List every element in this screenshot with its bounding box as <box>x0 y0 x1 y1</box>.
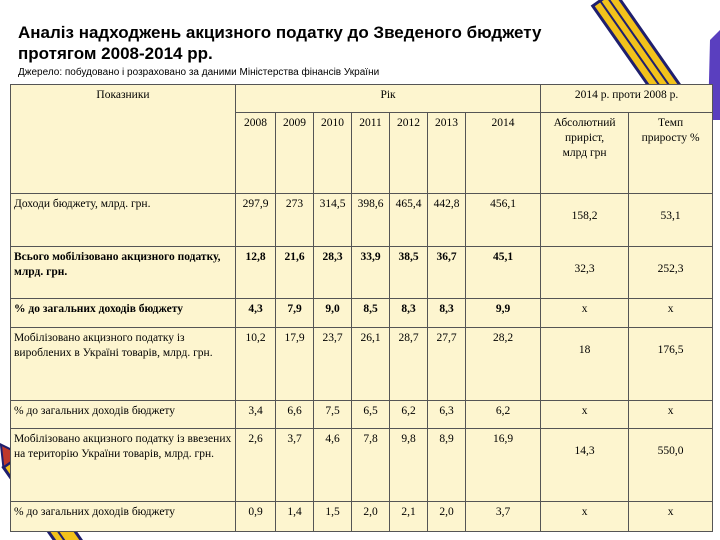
cell-value: 6,3 <box>428 400 466 428</box>
rate-value: х <box>667 505 674 518</box>
cell-value: 6,2 <box>390 400 428 428</box>
cell-growth-rate <box>629 327 713 400</box>
cell-value: 456,1 <box>466 194 541 247</box>
rate-value: 176,5 <box>657 343 684 356</box>
cell-growth-rate <box>629 299 713 327</box>
cell-value: 2,0 <box>352 501 390 531</box>
cell-value: 38,5 <box>390 246 428 299</box>
cell-value: 3,4 <box>236 400 276 428</box>
cell-growth-rate <box>629 400 713 428</box>
cell-value: 8,5 <box>352 299 390 327</box>
page-title: Аналіз надходжень акцизного податку до Зведеного бюджету протягом 2008-2014 рр. <box>18 23 542 63</box>
row-label: % до загальних доходів бюджету <box>11 501 236 531</box>
cell-absolute-growth <box>541 194 629 247</box>
cell-value: 23,7 <box>314 327 352 400</box>
header-rate-line2: приросту % <box>641 132 700 145</box>
cell-absolute-growth <box>541 299 629 327</box>
rate-value: 252,3 <box>657 262 684 275</box>
cell-value: 6,2 <box>466 400 541 428</box>
cell-value: 9,8 <box>390 428 428 501</box>
row-label: Мобілізовано акцизного податку із вироблених в Україні товарів, млрд. грн. <box>11 327 236 400</box>
table-row <box>11 299 713 327</box>
excise-tax-table <box>10 84 713 532</box>
row-label: Мобілізовано акцизного податку із ввезених на територію України товарів, млрд. грн. <box>11 428 236 501</box>
abs-value: 18 <box>578 343 591 356</box>
table-row <box>11 246 713 299</box>
header-year-2009: 2009 <box>276 113 314 194</box>
cell-value: 0,9 <box>236 501 276 531</box>
cell-value: 2,6 <box>236 428 276 501</box>
cell-value: 3,7 <box>466 501 541 531</box>
abs-value: 14,3 <box>574 444 595 457</box>
header-rate-line1: Темп <box>658 117 684 130</box>
cell-value: 27,7 <box>428 327 466 400</box>
cell-value: 465,4 <box>390 194 428 247</box>
cell-value: 12,8 <box>236 246 276 299</box>
cell-value: 2,1 <box>390 501 428 531</box>
table-row <box>11 194 713 247</box>
cell-value: 7,8 <box>352 428 390 501</box>
header-abs-line1: Абсолютний <box>553 117 616 130</box>
cell-value: 17,9 <box>276 327 314 400</box>
cell-value: 398,6 <box>352 194 390 247</box>
cell-value: 297,9 <box>236 194 276 247</box>
table-row <box>11 400 713 428</box>
cell-value: 28,2 <box>466 327 541 400</box>
header-year-2010: 2010 <box>314 113 352 194</box>
cell-growth-rate <box>629 246 713 299</box>
cell-value: 6,5 <box>352 400 390 428</box>
cell-value: 7,9 <box>276 299 314 327</box>
row-label: % до загальних доходів бюджету <box>11 299 236 327</box>
source-note: Джерело: побудовано і розраховано за даними Міністерства фінансів України <box>18 67 380 78</box>
header-year-2013: 2013 <box>428 113 466 194</box>
header-abs-line2: приріст, <box>565 132 605 145</box>
cell-value: 3,7 <box>276 428 314 501</box>
row-label: Всього мобілізовано акцизного податку, млрд. грн. <box>11 246 236 299</box>
header-abs-line3: млрд грн <box>562 147 607 160</box>
cell-value: 8,9 <box>428 428 466 501</box>
abs-value: х <box>581 303 588 316</box>
cell-value: 26,1 <box>352 327 390 400</box>
cell-value: 7,5 <box>314 400 352 428</box>
abs-value: 32,3 <box>574 262 595 275</box>
cell-value: 21,6 <box>276 246 314 299</box>
cell-growth-rate <box>629 428 713 501</box>
cell-value: 36,7 <box>428 246 466 299</box>
row-label: Доходи бюджету, млрд. грн. <box>11 194 236 247</box>
cell-value: 442,8 <box>428 194 466 247</box>
row-label: % до загальних доходів бюджету <box>11 400 236 428</box>
rate-value: 550,0 <box>657 444 684 457</box>
cell-value: 28,3 <box>314 246 352 299</box>
cell-value: 16,9 <box>466 428 541 501</box>
cell-absolute-growth <box>541 327 629 400</box>
abs-value: х <box>581 505 588 518</box>
table-body <box>11 194 713 532</box>
cell-value: 33,9 <box>352 246 390 299</box>
table-row <box>11 501 713 531</box>
cell-absolute-growth <box>541 428 629 501</box>
cell-value: 1,4 <box>276 501 314 531</box>
cell-value: 4,3 <box>236 299 276 327</box>
cell-growth-rate <box>629 501 713 531</box>
cell-absolute-growth <box>541 501 629 531</box>
cell-absolute-growth <box>541 246 629 299</box>
header-year: Рік <box>236 85 541 113</box>
header-year-2012: 2012 <box>390 113 428 194</box>
cell-value: 2,0 <box>428 501 466 531</box>
cell-value: 8,3 <box>390 299 428 327</box>
cell-value: 8,3 <box>428 299 466 327</box>
cell-value: 45,1 <box>466 246 541 299</box>
abs-value: 158,2 <box>571 210 598 223</box>
header-absolute-growth <box>541 113 629 194</box>
cell-value: 9,9 <box>466 299 541 327</box>
cell-value: 10,2 <box>236 327 276 400</box>
cell-value: 6,6 <box>276 400 314 428</box>
header-compare: 2014 р. проти 2008 р. <box>541 85 713 113</box>
table-row <box>11 327 713 400</box>
cell-value: 1,5 <box>314 501 352 531</box>
cell-growth-rate <box>629 194 713 247</box>
rate-value: 53,1 <box>660 210 681 223</box>
header-growth-rate <box>629 113 713 194</box>
header-year-2008: 2008 <box>236 113 276 194</box>
cell-value: 273 <box>276 194 314 247</box>
cell-value: 4,6 <box>314 428 352 501</box>
cell-value: 9,0 <box>314 299 352 327</box>
rate-value: х <box>667 303 674 316</box>
header-indicator: Показники <box>11 85 236 194</box>
header-year-2014: 2014 <box>466 113 541 194</box>
abs-value: х <box>581 404 588 417</box>
header-year-2011: 2011 <box>352 113 390 194</box>
table-row <box>11 428 713 501</box>
rate-value: х <box>667 404 674 417</box>
cell-value: 314,5 <box>314 194 352 247</box>
cell-absolute-growth <box>541 400 629 428</box>
cell-value: 28,7 <box>390 327 428 400</box>
